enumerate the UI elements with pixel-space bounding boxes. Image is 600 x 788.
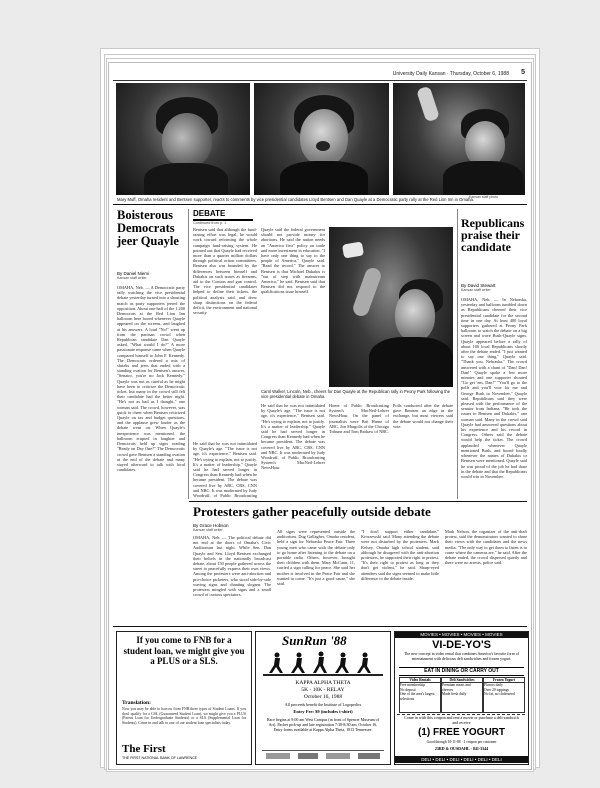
byline-name: By David Stewart	[461, 283, 496, 288]
divider	[113, 626, 527, 627]
bottom-col-4: Mark Nelson, the organizer of the anti-draft protest, said the demonstrators wanted to share their views with the candidates and the news media. "The only way to get them to listen is to come where the cameras are," he said. After the debate ended, the crowd dispersed quietly and there were no arrests, police said.	[445, 529, 527, 566]
sponsor-logo	[358, 753, 380, 759]
menu-col-2	[483, 677, 525, 713]
bottom-col-2: All signs were represented outside the auditorium. Dug Gallagher, Omaha resident, held a sign for Nebraska Peace Fair. Three young men who came with the debate only to go home after listening to the debate on a portable radio. Others, however, brought their children with them. Mary McCann, 11, carried a sign calling for peace. She said her mother is involved in the Peace Fair and she wanted to come. "It's just a good cause," she said.	[277, 529, 355, 587]
divider	[189, 501, 527, 502]
sunrun-org: KAPPA ALPHA THETA	[295, 680, 351, 686]
headline-bottom: Protesters gather peacefully outside debate	[193, 504, 431, 519]
photo-credit: Kansan staff photo	[469, 195, 499, 199]
debate-col-1b: He said that he was not intimidated by Quayle's age. "The issue is not age, it's experience," Bentsen said. "He's trying to explain, not to justify. It's a matter of leadership." Quayle said he had served longer in Congress than Kennedy had when he became president. The debate was covered live by ABC, CBS, CNN and NBC. It was moderated by Judy Woodruff, of Public Broadcasting	[193, 441, 257, 499]
coupon-offer: (1) FREE YOGURT	[417, 727, 506, 738]
menu-col-head: Video Rentals	[400, 678, 440, 683]
sponsor-logo	[266, 753, 290, 759]
center-photo-caption: Carol Walker, Lincoln, Neb., cheers for Dan Quayle at the Republican rally in Peony Park following the vice presidential debate in Omaha.	[261, 389, 451, 399]
byline-left	[117, 271, 187, 281]
byline-name: By Daniel Niemi	[117, 271, 150, 276]
menu-col-head: Deli Sandwiches	[442, 678, 482, 683]
bottom-col-3: "I don't support either candidate," Kroszewski said. Many attending the debate were not disturbed by the protesters. Mark Kelsey, Omaha high school student, said although he disagreed with the anti-abortion protesters, he supported their right to protest. "It's their right to protest as long as they don't get violent," he said. Sharp-eyed attendees said the signs seemed to make little difference to the debate inside.	[361, 529, 439, 581]
top-photo-center	[254, 83, 389, 195]
story-left-body: OMAHA, Neb. — A Democratic party rally watching the vice presidential debate yesterday turned into a shouting match as party supporters jeered the opposition. About one-half of the 1,200 Democrats at the Red Lion Inn ballroom here booed whenever Quayle appeared on the screens, and laughed at his answers. A loud "No!" went up from the partisan crowd when Republican candidate Dan Quayle asked, "What would I do?" A more passionate response came when Quayle compared himself to John F. Kennedy. The Democrats ordered a mix of shrieks and jeers that ended with a standing ovation for Bentsen's answer, "Senator, you're no Jack Kennedy." Quayle was not as careful as he might have been to criticize the Democratic ticket, but many in the crowd still felt their candidate had the better night. "He's not as bad as I thought," one woman said. The crowd, however, was quick to cheer when Bentsen criticized Quayle on tax and budget questions, and the applause grew louder as the debate went on. When Quayle's inexperience was mentioned, the ballroom erupted in laughter and Democrats held up signs reading "Ready on Day One?" The Democratic crowd gave Bentsen a standing ovation at the end of the debate and many stayed afterward to talk with local candidates.	[117, 285, 185, 473]
ad-videos	[394, 631, 529, 765]
videos-title: VI-DE-YO'S	[432, 639, 491, 651]
top-photo-left	[116, 83, 250, 195]
divider	[113, 204, 527, 205]
photo-figure	[416, 86, 440, 123]
videos-address: 23RD & OUSDAHL · 841-3344	[434, 746, 489, 751]
sunrun-body: Race begins at 9:00 am West Campus (in front of Spencer Museum of Art). Packet pick-up and late registration 7:30-8:30 am, October 16. Entry forms available at Kappa Alpha Theta, 1813 Tennessee.	[266, 717, 380, 732]
fnb-body: Now you may be able to borrow from FNB three types of Student Loans. If you don't qualify for a GSL (Guaranteed Student Loan), we might give you a PLUS (Parent Loan for Undergraduate Students) or a SLS (Supplemental Loan for Students). Come in and talk to one of our student loan specialists today.	[122, 707, 246, 725]
sunrun-date: October 16, 1988	[303, 694, 343, 700]
menu-item: Made fresh daily	[442, 692, 467, 697]
menu-item: No deposit	[400, 687, 416, 692]
center-photo	[329, 227, 453, 387]
fnb-logo: The First	[122, 743, 166, 755]
runners-illustration	[263, 650, 383, 678]
photo-figure	[162, 113, 212, 167]
menu-item: Over 20 toppings	[484, 687, 509, 692]
bottom-col-1: OMAHA, Neb. — The political debate did not end at the doors of Omaha's Civic Auditorium last night. While Sen. Dan Quayle and Sen. Lloyd Bentsen exchanged their beliefs in the nationally broadcast debate, about 150 people gathered across the street to peacefully express their own views. Among the protesters were anti-abortion and pro-choice picketers, who stood side-by-side waving signs and chanting slogans. The protesters mingled with signs and a small crowd of curious spectators.	[193, 535, 271, 598]
ad-sunrun	[255, 631, 391, 765]
header-title: University Daily Kansan · Thursday, October 6, 1988	[392, 71, 509, 77]
menu-col-1	[441, 677, 483, 713]
menu-item: Premium meats and cheeses	[442, 683, 471, 692]
photo-figure	[342, 241, 364, 258]
ad-fnb	[116, 631, 252, 765]
sunrun-fee: Entry Fee: $9 (includes t-shirt)	[293, 709, 353, 714]
videos-tagline: The new concept in video rental that combines America's favorite form of entertainment with delicious deli sandwiches and frozen yogurt.	[404, 652, 519, 661]
story-right-body: OMAHA, Neb. — In Nebraska, yesterday and balloons tumbled down as Republicans cheered their vice presidential candidate for the second time in one day. At least 400 loyal supporters gathered at Peony Park ballroom to watch the debate on a big screen and wave Bush-Quayle signs. Quayle appeared before a rally of about 100 local Republicans shortly after the debate ended. "I just wanted to say one thing," Quayle said. "Thank you, Nebraska." The crowd answered with a chant of "Dan! Dan! Dan!" Quayle spoke a few more minutes and one supporter shouted "Go get 'em, Dan!" "You'll go to the polls and you'll vote for me and George Bush in November," Quayle said. Republicans said they were pleased with the performance of the senator from Indiana. "He took the issues to Bentsen and Dukakis," one woman said. Many in the crowd said Quayle had answered questions about his experience and his record in Congress. Others said the debate would help the ticket. The crowd applauded whenever Quayle mentioned Bush, and booed loudly whenever the names of Dukakis or Bentsen were mentioned. Quayle said he was proud of the job he had done in the debate and that the Republicans would win in November.	[461, 297, 527, 479]
photo-figure	[369, 337, 453, 387]
fnb-translation: Translation:	[122, 700, 151, 706]
sunrun-benefit: All proceeds benefit the Institute of Logopedics	[284, 702, 362, 707]
sponsor-logo	[326, 753, 350, 759]
debate-col-1: Bentsen said that although the fund-raising effort was legal, he would work toward reforming the whole campaign fund-raising system. He pointed out that Quayle had received more than a quarter million dollars through political action committees. Bentsen also was bounded by the differences between himself and Dukakis on such issues as firearms, aid to the Contras and gun control. The vice presidential candidates helped to define their tickets, the political analysts said, and drew sharp distinctions on the federal deficit, the environment and national security.	[193, 227, 257, 316]
debate-kicker: DEBATE	[193, 209, 253, 221]
byline-name: By Grace Hobson	[193, 523, 229, 528]
headline-left: Boisterous Democrats jeer Quayle	[117, 208, 179, 248]
top-photo-caption: Mary Muff, Omaha resident and Bentsen supporter, reacts to comments by vice presidential candidates Lloyd Bentsen and Dan Quayle at a Democratic party rally at the Red Lion Inn in Omaha.	[117, 197, 474, 202]
page-header	[113, 68, 527, 81]
byline-right	[461, 283, 527, 293]
debate-col-4: Home of Public Broadcasting System's MacNeil-Lehrer NewsHour. On the panel of journalists were Brit Hume of ABC, Jon Margolis of the Chicago Tribune and Tom Brokaw of NBC. Polls conducted after the debate gave Bentsen an edge in the exchange, but most viewers said the debate would not change their vote.	[329, 403, 453, 435]
sponsor-logos	[262, 750, 384, 761]
page-number: 5	[521, 69, 525, 76]
debate-col-2: Quayle said the federal government should not provide money for abortions. He said the nation needs an "America first" policy on trade and more investment in education. "I have only one thing to say to the people of America," Quayle said. "Read the record." The answer to Bentsen is that Michael Dukakis is "out of step with mainstream America," he said. Bentsen said that Bentsen did not respond to the qualifications issue himself.	[261, 227, 325, 295]
coupon-expire: Good through 10-11-88 · 1 coupon per customer	[426, 740, 497, 744]
menu-col-0	[399, 677, 441, 713]
menu-item: No fat, no cholesterol	[484, 692, 516, 697]
byline-role: Kansan staff writer	[193, 528, 223, 532]
menu-item: One of the area's largest selections	[400, 692, 435, 701]
fnb-headline: If you come to FNB for a student loan, we might give you a PLUS or a SLS.	[123, 635, 245, 666]
menu-col-head: Frozen Yogurt	[484, 678, 524, 683]
column-divider	[188, 209, 189, 499]
debate-col-3: He said that he was not intimidated by Quayle's age. "The issue is not age, it's experience," Bentsen said. "He's trying to explain, not to justify. It's a matter of leadership." Quayle said he had served longer in Congress than Kennedy had when he became president. The debate was covered live by ABC, CBS, CNN and NBC. It was moderated by Judy Woodruff, of Public Broadcasting System's MacNeil-Lehrer NewsHour.	[261, 403, 325, 471]
byline-role: Kansan staff writer	[461, 288, 491, 292]
photo-figure	[351, 266, 383, 318]
headline-right: Republicans praise their candidate	[461, 216, 525, 255]
coupon-text: Come in with this coupon and rent a movie or purchase a deli sandwich and receive	[404, 715, 519, 725]
videos-banner: EAT IN DINING OR CARRY OUT	[399, 667, 524, 676]
photo-figure	[316, 141, 330, 151]
photo-figure	[144, 163, 228, 195]
sponsor-logo	[298, 753, 318, 759]
photo-figure	[443, 161, 523, 195]
sunrun-event: 5K - 10K - RELAY	[301, 687, 345, 693]
menu-item: Flavors daily	[484, 683, 503, 688]
top-photo-right	[393, 83, 525, 195]
videos-ribbon-bottom: DELI • DELI • DELI • DELI • DELI • DELI	[395, 756, 528, 763]
videos-ribbon-top: MOVIES • MOVIES • MOVIES • MOVIES	[395, 632, 528, 638]
photo-figure	[300, 109, 348, 165]
byline-role: Kansan staff writer	[117, 276, 147, 280]
photo-figure	[395, 289, 435, 341]
fnb-logo-sub: THE FIRST NATIONAL BANK OF LAWRENCE	[122, 756, 198, 760]
sunrun-title: SunRun '88	[282, 633, 347, 648]
menu-item: Free membership	[400, 683, 426, 688]
photo-figure	[280, 161, 368, 195]
byline-bottom	[193, 523, 273, 533]
debate-continued: Continued from p. 1	[193, 221, 227, 225]
newspaper-page	[108, 62, 532, 770]
column-divider	[457, 209, 458, 499]
